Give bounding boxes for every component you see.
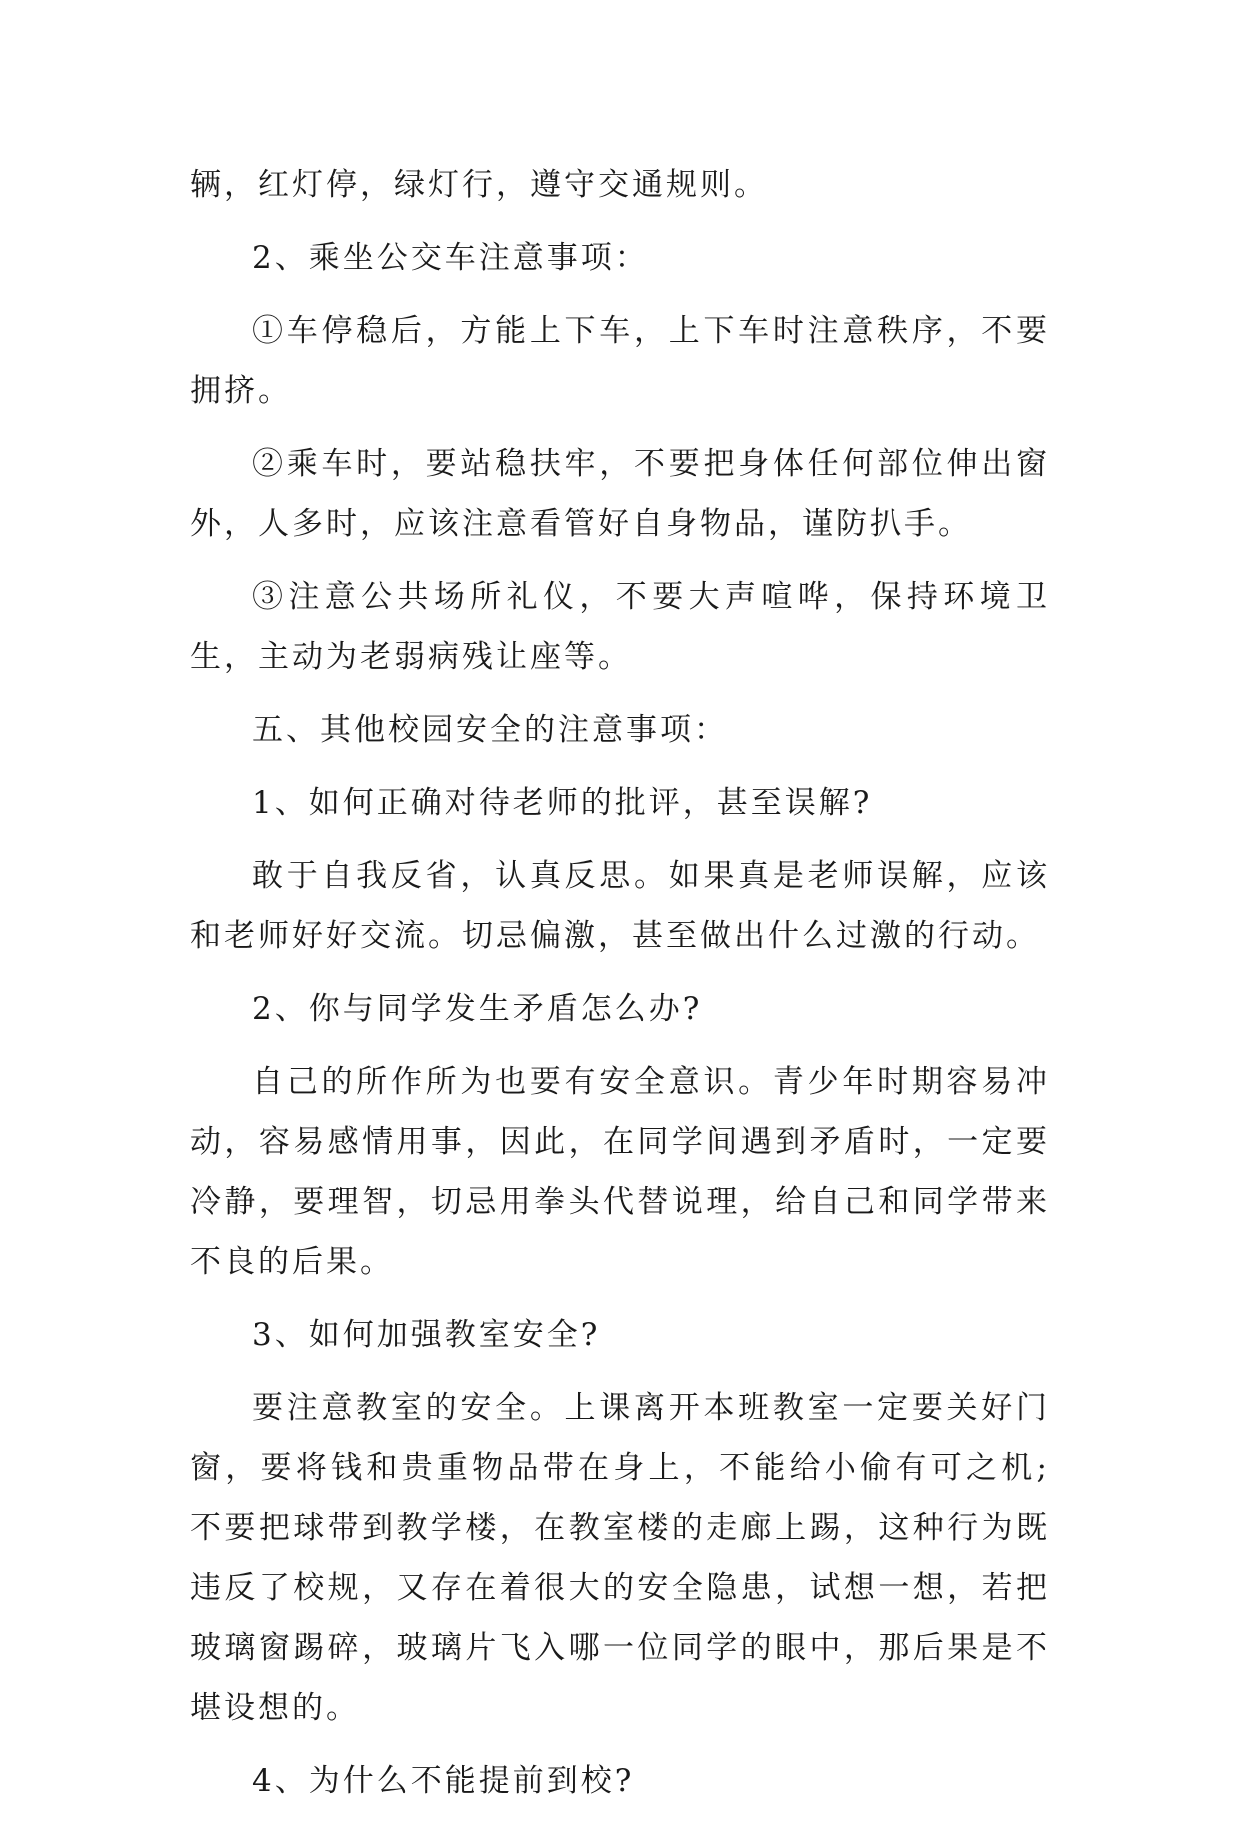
question-3: 3、如何加强教室安全? [252, 1317, 601, 1353]
heading-bus-notes: 2、乘坐公交车注意事项： [252, 240, 649, 276]
paragraph-traffic-rules-end: 辆，红灯停，绿灯行，遵守交通规则。 [190, 167, 768, 203]
answer-3: 要注意教室的安全。上课离开本班教室一定要关好门窗，要将钱和贵重物品带在身上，不能给小偷有可之机;不要把球带到教学楼，在教室楼的走廊上踢，这种行为既违反了校规，又存在着很大的安全隐患，试想一想，若把玻璃窗踢碎，玻璃片飞入哪一位同学的眼中，那后果是不堪设想的。 [190, 1390, 1050, 1726]
paragraph-bus-note-1: ①车停稳后，方能上下车，上下车时注意秩序，不要拥挤。 [190, 313, 1050, 409]
question-2: 2、你与同学发生矛盾怎么办? [252, 991, 703, 1027]
paragraph-bus-note-2: ②乘车时，要站稳扶牢，不要把身体任何部位伸出窗外，人多时，应该注意看管好自身物品，谨防扒手。 [190, 446, 1050, 542]
answer-1: 敢于自我反省，认真反思。如果真是老师误解，应该和老师好好交流。切忌偏激，甚至做出什么过激的行动。 [190, 858, 1050, 954]
paragraph-bus-note-3: ③注意公共场所礼仪，不要大声喧哗，保持环境卫生，主动为老弱病残让座等。 [190, 579, 1050, 675]
answer-2: 自己的所作所为也要有安全意识。青少年时期容易冲动，容易感情用事，因此，在同学间遇到矛盾时，一定要冷静，要理智，切忌用拳头代替说理，给自己和同学带来不良的后果。 [190, 1064, 1050, 1280]
question-1: 1、如何正确对待老师的批评，甚至误解? [252, 785, 873, 821]
heading-section-five: 五、其他校园安全的注意事项： [252, 712, 728, 748]
question-4: 4、为什么不能提前到校? [252, 1763, 635, 1799]
document-body [190, 155, 1050, 1824]
